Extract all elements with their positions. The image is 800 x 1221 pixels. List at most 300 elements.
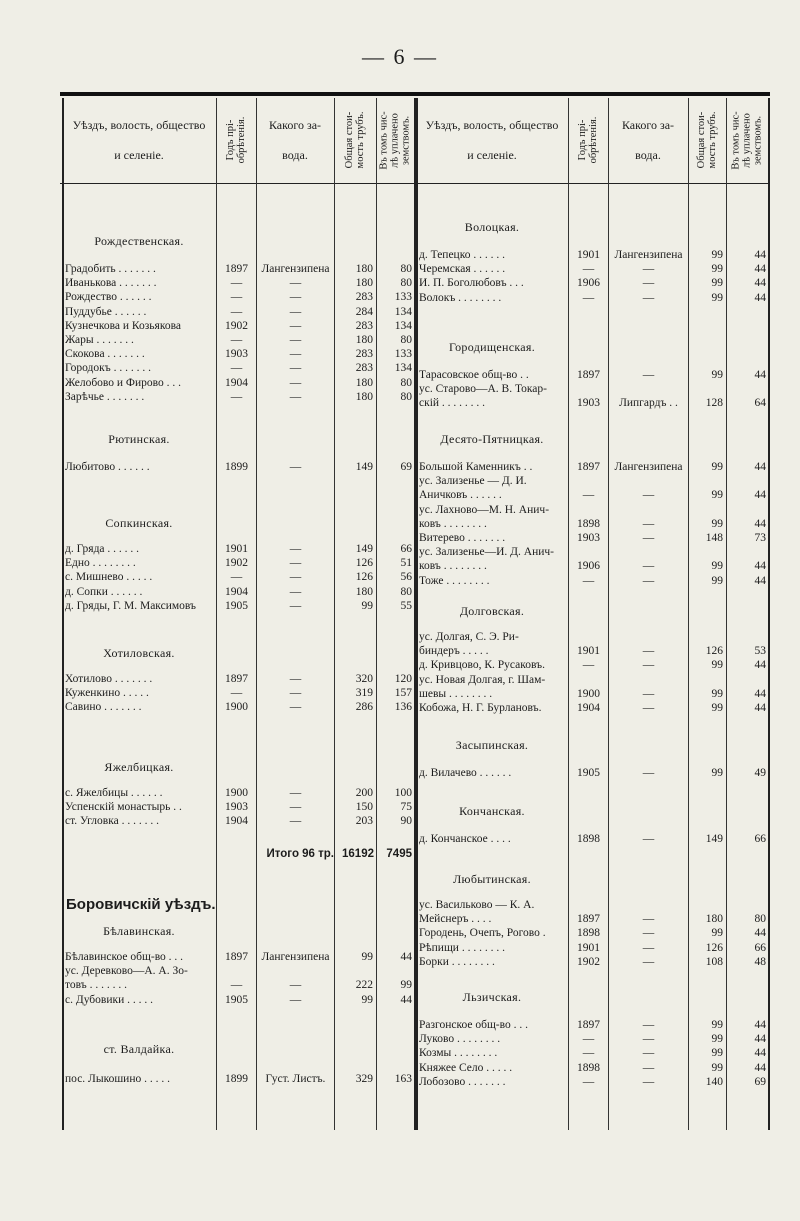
header-cost bbox=[344, 100, 366, 180]
cell-cost: 286 bbox=[355, 701, 373, 714]
cell-year: 1897 bbox=[225, 263, 248, 275]
header-district-line2: и селеніе. bbox=[114, 148, 164, 162]
cell-paid: 157 bbox=[394, 687, 412, 700]
cell-plant: Липгардъ . . bbox=[619, 397, 678, 410]
cell-plant: — bbox=[642, 927, 655, 940]
cell-year: 1905 bbox=[577, 767, 600, 779]
cell-year: 1904 bbox=[225, 585, 248, 598]
cell-plant: — bbox=[289, 543, 302, 555]
cell-year: 1897 bbox=[225, 673, 248, 685]
table-row bbox=[0, 382, 800, 396]
cell-year: 1899 bbox=[225, 1073, 248, 1085]
cell-name: скій . . . . . . . . bbox=[419, 397, 486, 410]
header-district bbox=[416, 118, 568, 162]
cell-name: Борки . . . . . . . . bbox=[419, 955, 495, 968]
cell-year: 1904 bbox=[225, 815, 248, 828]
cell-plant: — bbox=[289, 585, 302, 598]
section-title: Рождественская. bbox=[94, 234, 184, 248]
cell-year: 1899 bbox=[225, 461, 248, 473]
header-paid-line: Въ томъ чис- bbox=[378, 110, 390, 170]
cell-plant: — bbox=[289, 291, 302, 304]
cell-paid: 66 bbox=[754, 941, 766, 954]
section-title: Яжелбицкая. bbox=[104, 760, 174, 774]
cell-paid: 44 bbox=[754, 687, 766, 700]
cell-name: ковъ . . . . . . . . bbox=[419, 517, 487, 530]
cell-cost: 180 bbox=[355, 376, 373, 389]
cell-name: ус. Лахново—М. Н. Анич- bbox=[419, 503, 550, 516]
table-row bbox=[0, 926, 800, 940]
cell-paid: 134 bbox=[394, 319, 412, 332]
header-plant-line2: вода. bbox=[282, 148, 308, 162]
cell-name: товъ . . . . . . . bbox=[65, 979, 127, 992]
table-row bbox=[0, 701, 800, 715]
table-row bbox=[0, 978, 800, 992]
table-row bbox=[0, 474, 800, 488]
cell-name: Городень, Очепъ, Рогово . bbox=[419, 927, 546, 940]
cell-paid: 100 bbox=[394, 787, 412, 799]
cell-name: д. Гряды, Г. М. Максимовъ bbox=[65, 599, 196, 612]
cell-paid: 44 bbox=[400, 951, 412, 963]
cell-year: 1897 bbox=[577, 913, 600, 926]
cell-paid: 44 bbox=[754, 1047, 766, 1060]
cell-paid: 44 bbox=[754, 702, 766, 714]
cell-name: Рождество . . . . . . bbox=[65, 291, 152, 304]
total-label: Итого 96 тр. bbox=[266, 848, 334, 860]
table-row bbox=[0, 941, 800, 955]
cell-paid: 133 bbox=[394, 348, 412, 361]
cell-year: 1904 bbox=[577, 702, 600, 714]
cell-year: 1902 bbox=[225, 557, 248, 570]
section-title: Долговская. bbox=[459, 604, 525, 618]
header-paid-line: лѣ уплачено bbox=[389, 112, 401, 168]
cell-cost: 99 bbox=[711, 489, 723, 502]
cell-cost: 99 bbox=[711, 249, 723, 261]
cell-paid: 56 bbox=[400, 571, 412, 584]
header-plant-line2: вода. bbox=[635, 148, 661, 162]
cell-cost: 283 bbox=[355, 362, 373, 375]
table-row bbox=[0, 368, 800, 382]
cell-year: 1903 bbox=[577, 532, 600, 544]
district-title: Боровичскій уѣздъ. bbox=[66, 896, 216, 913]
cell-paid: 80 bbox=[400, 585, 412, 598]
cell-cost: 222 bbox=[355, 979, 373, 992]
table-row bbox=[0, 912, 800, 926]
cell-year: — bbox=[230, 390, 243, 403]
cell-cost: 149 bbox=[705, 833, 723, 845]
table-row bbox=[0, 673, 800, 687]
cell-paid: 44 bbox=[400, 993, 412, 1006]
cell-cost: 180 bbox=[705, 913, 723, 926]
table-row bbox=[0, 1032, 800, 1046]
cell-cost: 99 bbox=[711, 702, 723, 714]
cell-year: 1898 bbox=[577, 833, 600, 845]
cell-name: Витерево . . . . . . . bbox=[419, 532, 506, 544]
table-row bbox=[0, 545, 800, 559]
cell-name: Куженкино . . . . . bbox=[65, 687, 149, 700]
page-number: — 6 — bbox=[362, 44, 438, 69]
cell-year: — bbox=[230, 277, 243, 290]
cell-plant: — bbox=[642, 659, 655, 672]
header-paid bbox=[379, 100, 412, 180]
cell-cost: 99 bbox=[711, 461, 723, 473]
cell-paid: 44 bbox=[754, 659, 766, 672]
cell-plant: — bbox=[289, 334, 302, 346]
cell-year: 1901 bbox=[577, 645, 600, 658]
cell-cost: 99 bbox=[711, 263, 723, 276]
cell-plant: — bbox=[289, 376, 302, 389]
cell-year: — bbox=[582, 659, 595, 672]
cell-cost: 149 bbox=[355, 461, 373, 473]
header-paid-line: Въ томъ чис- bbox=[730, 110, 742, 170]
section-title: ст. Валдайка. bbox=[103, 1042, 175, 1056]
cell-plant: — bbox=[289, 319, 302, 332]
section-title: Хотиловская. bbox=[103, 646, 175, 660]
cell-cost: 99 bbox=[711, 1019, 723, 1031]
cell-name: Тоже . . . . . . . . bbox=[419, 574, 490, 587]
cell-year: — bbox=[230, 334, 243, 346]
cell-paid: 69 bbox=[400, 461, 412, 473]
cell-paid: 80 bbox=[400, 263, 412, 275]
cell-cost: 99 bbox=[711, 1061, 723, 1074]
cell-year: 1900 bbox=[225, 787, 248, 799]
header-plant-line1: Какого за- bbox=[621, 118, 675, 132]
cell-plant: — bbox=[289, 673, 302, 685]
cell-plant: — bbox=[642, 941, 655, 954]
header-paid-line: земствомъ. bbox=[752, 115, 764, 165]
cell-name: ст. Угловка . . . . . . . bbox=[65, 815, 159, 828]
cell-plant: — bbox=[642, 1047, 655, 1060]
cell-name: Бѣлавинское общ-во . . . bbox=[65, 951, 184, 963]
cell-name: Черемская . . . . . . bbox=[419, 263, 506, 276]
cell-name: Скокова . . . . . . . bbox=[65, 348, 145, 361]
cell-plant: Лангензипена bbox=[261, 263, 330, 275]
cell-cost: 180 bbox=[355, 263, 373, 275]
cell-name: с. Яжелбицы . . . . . . bbox=[65, 787, 163, 799]
cell-cost: 319 bbox=[355, 687, 373, 700]
cell-paid: 80 bbox=[400, 277, 412, 290]
cell-cost: 180 bbox=[355, 277, 373, 290]
cell-paid: 44 bbox=[754, 263, 766, 276]
table-row bbox=[0, 1075, 800, 1089]
cell-name: ус. Зализенье — Д. И. bbox=[419, 475, 527, 488]
cell-paid: 44 bbox=[754, 1061, 766, 1074]
header-plant-line1: Какого за- bbox=[268, 118, 322, 132]
cell-paid: 66 bbox=[754, 833, 766, 845]
cell-year: — bbox=[582, 291, 595, 304]
cell-year: — bbox=[582, 1075, 595, 1088]
section-title: Бѣлавинская. bbox=[103, 924, 175, 938]
cell-paid: 53 bbox=[754, 645, 766, 658]
cell-cost: 99 bbox=[711, 277, 723, 290]
cell-name: И. П. Боголюбовъ . . . bbox=[419, 277, 524, 290]
cell-plant: — bbox=[289, 461, 302, 473]
section-title: Рютинская. bbox=[108, 432, 170, 446]
cell-year: 1901 bbox=[577, 249, 600, 261]
table-row bbox=[0, 347, 800, 361]
cell-plant: — bbox=[642, 277, 655, 290]
cell-paid: 49 bbox=[754, 767, 766, 779]
cell-plant: — bbox=[289, 277, 302, 290]
cell-name: Княжее Село . . . . . bbox=[419, 1061, 513, 1074]
cell-paid: 55 bbox=[400, 599, 412, 612]
cell-year: — bbox=[582, 574, 595, 587]
table-row bbox=[0, 460, 800, 474]
cell-year: — bbox=[582, 263, 595, 276]
table-row bbox=[0, 993, 800, 1007]
header-plant bbox=[256, 118, 334, 162]
cell-name: д. Гряда . . . . . . bbox=[65, 543, 140, 555]
cell-plant: — bbox=[642, 574, 655, 587]
cell-plant: — bbox=[642, 702, 655, 714]
cell-name: Козмы . . . . . . . . bbox=[419, 1047, 498, 1060]
cell-paid: 44 bbox=[754, 560, 766, 573]
cell-paid: 44 bbox=[754, 1033, 766, 1046]
cell-paid: 66 bbox=[400, 543, 412, 555]
cell-paid: 75 bbox=[400, 801, 412, 814]
cell-name: шевы . . . . . . . . bbox=[419, 687, 493, 700]
cell-name: ус. Васильково — К. А. bbox=[419, 899, 535, 911]
cell-year: — bbox=[582, 489, 595, 502]
cell-year: — bbox=[582, 1047, 595, 1060]
cell-cost: 99 bbox=[361, 993, 373, 1006]
cell-name: Волокъ . . . . . . . . bbox=[419, 291, 502, 304]
cell-plant: — bbox=[642, 913, 655, 926]
cell-name: Жары . . . . . . . bbox=[65, 334, 134, 346]
cell-name: Кузнечкова и Козьякова bbox=[65, 319, 181, 332]
cell-cost: 283 bbox=[355, 291, 373, 304]
cell-name: д. Кончанское . . . . bbox=[419, 833, 511, 845]
cell-name: д. Вилачево . . . . . . bbox=[419, 767, 512, 779]
cell-name: Зарѣчье . . . . . . . bbox=[65, 390, 145, 403]
cell-year: 1900 bbox=[225, 701, 248, 714]
table-row bbox=[0, 1018, 800, 1032]
cell-paid: 120 bbox=[394, 673, 412, 685]
cell-plant: — bbox=[642, 955, 655, 968]
header-district-line2: и селеніе. bbox=[467, 148, 517, 162]
table-row bbox=[0, 276, 800, 290]
cell-name: пос. Лыкошино . . . . . bbox=[65, 1073, 170, 1085]
cell-name: ус. Деревково—А. А. Зо- bbox=[65, 965, 188, 978]
cell-name: Аничковъ . . . . . . bbox=[419, 489, 502, 502]
table-row bbox=[0, 291, 800, 305]
header-district-line1: Уѣздъ, волость, общество bbox=[425, 118, 559, 132]
cell-name: Тарасовское общ-во . . bbox=[419, 369, 529, 381]
cell-paid: 90 bbox=[400, 815, 412, 828]
table-row bbox=[0, 1061, 800, 1075]
cell-name: биндеръ . . . . . bbox=[419, 645, 489, 658]
cell-name: Пуддубье . . . . . . bbox=[65, 305, 147, 318]
cell-cost: 150 bbox=[355, 801, 373, 814]
section-title: Льзичская. bbox=[462, 990, 522, 1004]
cell-plant: — bbox=[289, 815, 302, 828]
cell-name: д. Тепецко . . . . . . bbox=[419, 249, 505, 261]
cell-cost: 99 bbox=[711, 687, 723, 700]
cell-name: с. Дубовики . . . . . bbox=[65, 993, 153, 1006]
cell-plant: — bbox=[289, 701, 302, 714]
section-title: Десято-Пятницкая. bbox=[440, 432, 544, 446]
cell-cost: 99 bbox=[711, 517, 723, 530]
cell-year: — bbox=[582, 1033, 595, 1046]
table-row bbox=[0, 644, 800, 658]
cell-cost: 99 bbox=[361, 951, 373, 963]
table-row bbox=[0, 559, 800, 573]
cell-paid: 99 bbox=[400, 979, 412, 992]
cell-cost: 180 bbox=[355, 334, 373, 346]
cell-year: 1905 bbox=[225, 599, 248, 612]
cell-plant: — bbox=[642, 560, 655, 573]
cell-cost: 99 bbox=[711, 291, 723, 304]
cell-cost: 283 bbox=[355, 319, 373, 332]
cell-plant: — bbox=[642, 1075, 655, 1088]
header-year bbox=[577, 100, 599, 180]
cell-year: 1898 bbox=[577, 517, 600, 530]
cell-cost: 99 bbox=[711, 1047, 723, 1060]
header-paid-line: земствомъ. bbox=[400, 115, 412, 165]
cell-name: с. Мишнево . . . . . bbox=[65, 571, 153, 584]
cell-plant: — bbox=[642, 369, 655, 381]
cell-cost: 126 bbox=[355, 571, 373, 584]
table-row bbox=[0, 503, 800, 517]
cell-paid: 44 bbox=[754, 517, 766, 530]
table-row bbox=[0, 786, 800, 800]
cell-year: — bbox=[230, 979, 243, 992]
cell-name: Успенскій монастырь . . bbox=[65, 801, 182, 814]
cell-plant: — bbox=[642, 833, 655, 845]
table-row bbox=[0, 574, 800, 588]
table-row bbox=[0, 531, 800, 545]
cell-paid: 44 bbox=[754, 291, 766, 304]
header-district bbox=[62, 118, 216, 162]
header-year-line: Годъ прі- bbox=[225, 119, 236, 161]
cell-name: Кобожа, Н. Г. Бурлановъ. bbox=[419, 702, 542, 714]
cell-paid: 134 bbox=[394, 305, 412, 318]
header-district-line1: Уѣздъ, волость, общество bbox=[72, 118, 206, 132]
cell-name: Мейснеръ . . . . bbox=[419, 913, 492, 926]
table-row bbox=[0, 248, 800, 262]
cell-plant: — bbox=[642, 645, 655, 658]
cell-name: д. Сопки . . . . . . bbox=[65, 585, 143, 598]
cell-paid: 80 bbox=[754, 913, 766, 926]
cell-year: 1897 bbox=[577, 461, 600, 473]
cell-year: 1901 bbox=[225, 543, 248, 555]
table-row bbox=[0, 832, 800, 846]
cell-name: Желобово и Фирово . . . bbox=[65, 376, 182, 389]
section-title: Любытинская. bbox=[453, 872, 531, 886]
cell-year: 1897 bbox=[577, 1019, 600, 1031]
cell-year: 1900 bbox=[577, 687, 600, 700]
cell-paid: 80 bbox=[400, 334, 412, 346]
table-row bbox=[0, 814, 800, 828]
cell-year: 1903 bbox=[225, 801, 248, 814]
cell-cost: 329 bbox=[355, 1073, 373, 1085]
cell-plant: — bbox=[289, 362, 302, 375]
cell-name: ус. Долгая, С. Э. Ри- bbox=[419, 631, 519, 643]
header-cost-line: мость трубъ. bbox=[707, 111, 718, 169]
cell-cost: 108 bbox=[705, 955, 723, 968]
cell-plant: — bbox=[642, 517, 655, 530]
cell-cost: 99 bbox=[361, 599, 373, 612]
cell-year: 1904 bbox=[225, 376, 248, 389]
cell-year: — bbox=[230, 305, 243, 318]
cell-plant: — bbox=[642, 687, 655, 700]
table-row bbox=[0, 305, 800, 319]
section-title: Кончанская. bbox=[459, 804, 525, 818]
cell-year: — bbox=[230, 571, 243, 584]
cell-cost: 203 bbox=[355, 815, 373, 828]
cell-paid: 80 bbox=[400, 376, 412, 389]
cell-cost: 99 bbox=[711, 369, 723, 381]
cell-plant: — bbox=[642, 263, 655, 276]
cell-paid: 44 bbox=[754, 277, 766, 290]
cell-name: ковъ . . . . . . . . bbox=[419, 560, 487, 573]
cell-name: Луково . . . . . . . . bbox=[419, 1033, 501, 1046]
table-row bbox=[0, 488, 800, 502]
header-year bbox=[225, 100, 247, 180]
cell-paid: 163 bbox=[394, 1073, 412, 1085]
cell-year: — bbox=[230, 687, 243, 700]
table-row bbox=[0, 396, 800, 410]
cell-year: 1903 bbox=[577, 397, 600, 410]
cell-cost: 126 bbox=[355, 557, 373, 570]
cell-plant: Лангензипена bbox=[614, 461, 683, 473]
cell-cost: 99 bbox=[711, 574, 723, 587]
table-row bbox=[0, 599, 800, 613]
header-cost-line: Общая стои- bbox=[344, 111, 355, 169]
cell-plant: — bbox=[642, 1033, 655, 1046]
cell-paid: 73 bbox=[754, 532, 766, 544]
cell-year: 1901 bbox=[577, 941, 600, 954]
cell-cost: 99 bbox=[711, 767, 723, 779]
cell-name: Большой Каменникъ . . bbox=[419, 461, 533, 473]
table-row bbox=[0, 517, 800, 531]
cell-plant: — bbox=[289, 348, 302, 361]
top-rule bbox=[60, 92, 770, 96]
cell-name: ус. Новая Долгая, г. Шам- bbox=[419, 673, 546, 686]
header-cost bbox=[696, 100, 718, 180]
section-title: Засыпинская. bbox=[455, 738, 529, 752]
cell-cost: 99 bbox=[711, 927, 723, 940]
cell-paid: 134 bbox=[394, 362, 412, 375]
cell-name: Едно . . . . . . . . bbox=[65, 557, 136, 570]
cell-plant: — bbox=[289, 993, 302, 1006]
cell-cost: 180 bbox=[355, 390, 373, 403]
cell-paid: 44 bbox=[754, 927, 766, 940]
cell-plant: — bbox=[642, 489, 655, 502]
cell-name: Рѣпищи . . . . . . . . bbox=[419, 941, 505, 954]
cell-plant: — bbox=[642, 1019, 655, 1031]
cell-cost: 149 bbox=[355, 543, 373, 555]
cell-cost: 126 bbox=[705, 941, 723, 954]
cell-paid: 44 bbox=[754, 369, 766, 381]
cell-paid: 136 bbox=[394, 701, 412, 714]
cell-paid: 44 bbox=[754, 1019, 766, 1031]
cell-plant: Густ. Листъ. bbox=[265, 1073, 326, 1085]
total-paid: 7495 bbox=[386, 848, 412, 860]
cell-plant: — bbox=[289, 687, 302, 700]
table-row bbox=[0, 955, 800, 969]
cell-year: 1906 bbox=[577, 560, 600, 573]
cell-cost: 128 bbox=[705, 397, 723, 410]
cell-year: 1906 bbox=[577, 277, 600, 290]
cell-cost: 284 bbox=[355, 305, 373, 318]
cell-name: Любитово . . . . . . bbox=[65, 461, 150, 473]
table-row bbox=[0, 262, 800, 276]
cell-year: 1902 bbox=[577, 955, 600, 968]
cell-name: Савино . . . . . . . bbox=[65, 701, 142, 714]
cell-plant: — bbox=[289, 305, 302, 318]
header-year-line: обрѣтенія. bbox=[588, 116, 599, 164]
cell-plant: — bbox=[642, 767, 655, 779]
